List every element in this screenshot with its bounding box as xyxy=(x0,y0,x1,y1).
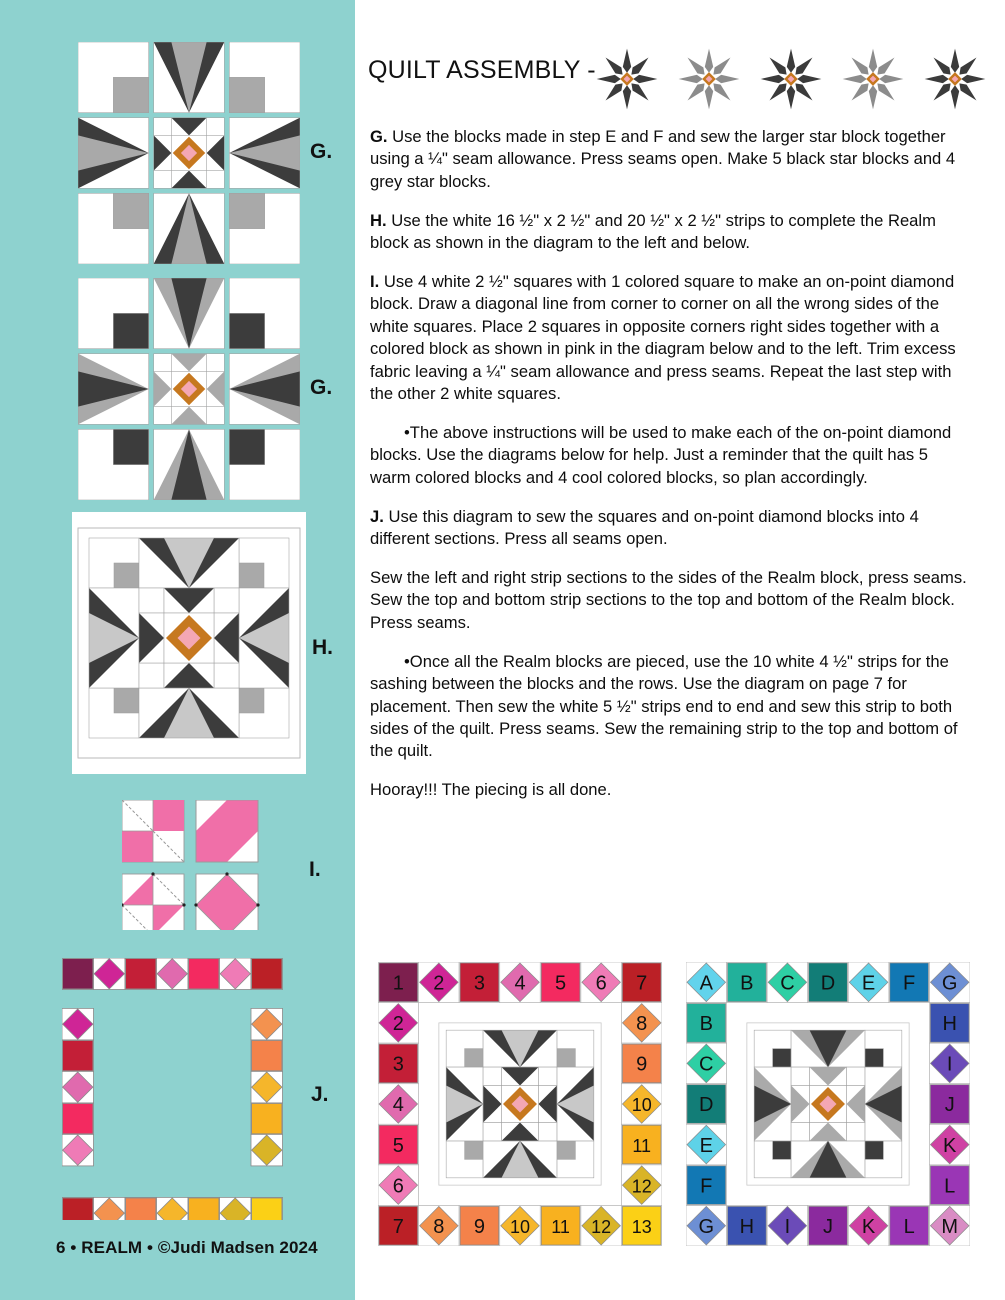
svg-text:L: L xyxy=(903,1215,915,1238)
svg-text:6: 6 xyxy=(392,1175,404,1198)
svg-text:M: M xyxy=(941,1215,959,1238)
label-h: H. xyxy=(312,636,333,659)
svg-text:E: E xyxy=(861,972,876,995)
diagram-step-i-onpoint-diamond xyxy=(122,800,278,930)
svg-text:2: 2 xyxy=(433,972,445,995)
label-g-1: G. xyxy=(310,140,333,163)
diagram-step-g-black xyxy=(78,42,300,264)
page-title: QUILT ASSEMBLY - xyxy=(368,56,596,84)
svg-text:13: 13 xyxy=(631,1216,652,1237)
svg-text:4: 4 xyxy=(514,972,526,995)
svg-text:7: 7 xyxy=(636,972,648,995)
svg-text:D: D xyxy=(820,972,836,995)
label-g-2: G. xyxy=(310,376,333,399)
instruction-paragraph-bullet2 xyxy=(370,651,968,763)
numbered-warm-layout-diagram xyxy=(378,962,662,1246)
svg-text:3: 3 xyxy=(473,972,485,995)
svg-text:10: 10 xyxy=(631,1095,652,1116)
page-header xyxy=(368,48,1005,120)
lettered-cool-layout-diagram xyxy=(686,962,970,1246)
svg-text:2: 2 xyxy=(392,1013,404,1036)
svg-text:7: 7 xyxy=(392,1215,404,1238)
star-grey-1-icon xyxy=(678,48,740,110)
svg-text:A: A xyxy=(699,972,713,995)
svg-text:12: 12 xyxy=(591,1216,612,1237)
svg-text:B: B xyxy=(740,972,754,995)
instruction-letter-J: J. xyxy=(370,506,384,526)
instruction-letter-G: G. xyxy=(370,127,388,146)
svg-text:E: E xyxy=(699,1134,713,1157)
instruction-paragraph-I xyxy=(370,271,968,405)
instruction-letter-I: I. xyxy=(370,272,380,292)
instruction-paragraph-strips xyxy=(370,567,968,634)
instruction-text-strips: Sew the left and right strip sections to the sides of the Realm block, press seams. Sew the top and bottom strip sections to the top and bottom of the Realm block. Press seams. xyxy=(370,568,967,632)
instruction-paragraph-J xyxy=(370,506,968,551)
svg-text:F: F xyxy=(700,1175,713,1198)
svg-text:12: 12 xyxy=(631,1176,652,1197)
svg-text:D: D xyxy=(699,1094,714,1117)
diagram-step-h-realm-block xyxy=(72,512,306,774)
diagram-step-j-border-strips xyxy=(62,958,308,1220)
instruction-text-bullet1: •The above instructions will be used to make each of the on-point diamond blocks. Use the diagrams below for help. Just a reminder that the quilt has 5 warm colored blocks and 4 cool colored blocks, so plan accordingly. xyxy=(370,422,952,487)
svg-text:11: 11 xyxy=(551,1216,570,1237)
instruction-paragraph-bullet1 xyxy=(370,422,968,489)
svg-text:G: G xyxy=(698,1215,715,1238)
svg-text:F: F xyxy=(903,972,916,995)
svg-text:4: 4 xyxy=(392,1094,404,1117)
instruction-text-H: Use the white 16 ½" x 2 ½" and 20 ½" x 2 ½" strips to complete the Realm block as shown in the diagram to the left and below. xyxy=(370,210,936,253)
svg-text:3: 3 xyxy=(392,1053,404,1076)
star-black-3-icon xyxy=(924,48,986,110)
svg-text:11: 11 xyxy=(632,1135,652,1156)
svg-text:9: 9 xyxy=(473,1215,485,1238)
star-black-1-icon xyxy=(596,48,658,110)
svg-text:5: 5 xyxy=(555,972,567,995)
instruction-text-hooray: Hooray!!! The piecing is all done. xyxy=(370,780,612,800)
label-j: J. xyxy=(311,1083,329,1106)
svg-text:I: I xyxy=(784,1215,791,1238)
instruction-paragraph-hooray xyxy=(370,779,968,801)
diagram-step-g-grey xyxy=(78,278,300,500)
instruction-text-bullet2: •Once all the Realm blocks are pieced, use the 10 white 4 ½" strips for the sashing between the blocks and the rows. Use the diagram on page 7 for placement. Then sew the white 5 ½" strips end to end and sew this strip to both sides of the quilt. Press seams. Sew the remaining strip to the top and bottom of the quilt. xyxy=(370,651,958,761)
instruction-paragraph-H xyxy=(370,210,968,255)
instruction-paragraph-G xyxy=(370,126,968,193)
instructions-column xyxy=(368,0,1005,1300)
svg-text:8: 8 xyxy=(636,1013,648,1036)
svg-text:5: 5 xyxy=(392,1134,404,1157)
svg-text:J: J xyxy=(823,1215,833,1238)
instruction-text-G: Use the blocks made in step E and F and sew the larger star block together using a ¼" seam allowance. Press seams open. Make 5 black star blocks and 4 grey star blocks. xyxy=(370,127,956,191)
svg-text:10: 10 xyxy=(509,1216,531,1237)
svg-text:B: B xyxy=(699,1013,713,1036)
svg-text:K: K xyxy=(861,1215,876,1238)
svg-text:H: H xyxy=(739,1215,755,1238)
svg-text:8: 8 xyxy=(433,1215,445,1238)
footer-credit: 6 • REALM • ©Judi Madsen 2024 xyxy=(56,1238,318,1257)
svg-text:6: 6 xyxy=(595,972,607,995)
svg-text:G: G xyxy=(941,972,958,995)
star-black-2-icon xyxy=(760,48,822,110)
label-i: I. xyxy=(309,858,321,881)
svg-text:J: J xyxy=(944,1094,955,1117)
instruction-body xyxy=(370,126,968,818)
instruction-letter-H: H. xyxy=(370,210,387,230)
svg-text:C: C xyxy=(780,972,795,995)
instruction-text-I: Use 4 white 2 ½" squares with 1 colored square to make an on-point diamond block. Draw a diagonal line from corner to corner on all the wrong sides of the white squares. Place 2 squares in opposite corners right sides together with a colored block as shown in pink in the diagram below and to the left. Trim excess fabric leaving a ¼" seam allowance and press seams. Repeat the last step with the other 2 white squares. xyxy=(370,272,956,404)
star-grey-2-icon xyxy=(842,48,904,110)
svg-text:C: C xyxy=(699,1053,714,1076)
instruction-text-J: Use this diagram to sew the squares and on-point diamond blocks into 4 different sections. Press all seams open. xyxy=(370,506,919,549)
svg-text:I: I xyxy=(946,1053,953,1076)
svg-text:9: 9 xyxy=(636,1053,648,1076)
svg-text:1: 1 xyxy=(392,972,404,995)
svg-text:K: K xyxy=(943,1134,957,1157)
svg-text:L: L xyxy=(944,1175,956,1198)
svg-text:H: H xyxy=(942,1013,957,1036)
sidebar-diagram-column xyxy=(0,0,355,1300)
